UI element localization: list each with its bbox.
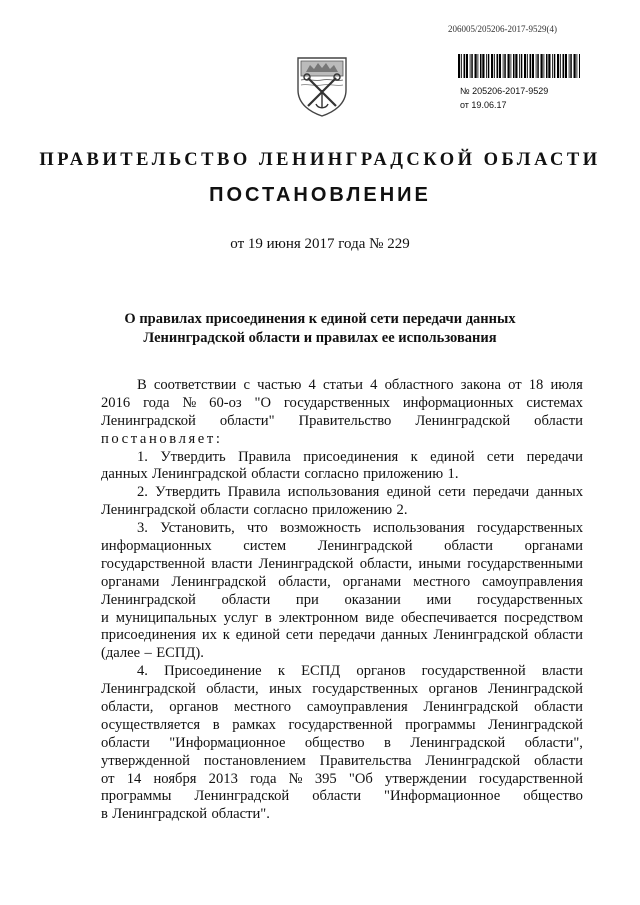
body-line: государственной власти Ленинградской области, иными государственными — [101, 555, 583, 572]
barcode-bar — [499, 54, 501, 78]
government-title: ПРАВИТЕЛЬСТВО ЛЕНИНГРАДСКОЙ ОБЛАСТИ — [39, 150, 601, 170]
body-line: программы Ленинградской области "Информационное общество — [101, 788, 583, 805]
barcode-bar — [554, 54, 556, 78]
barcode-bar — [552, 54, 553, 78]
body-line: присоединения их к единой сети передачи данных Ленинградской области — [101, 627, 583, 644]
subject-line-2: Ленинградской области и правилах ее использования — [143, 330, 497, 346]
registration-date: от 19.06.17 — [460, 100, 507, 110]
barcode-bar — [466, 54, 468, 78]
barcode-bar — [577, 54, 578, 78]
barcode-bar — [560, 54, 561, 78]
document-type-heading: ПОСТАНОВЛЕНИЕ — [209, 184, 431, 206]
barcode-bar — [519, 54, 520, 78]
barcode-bar — [471, 54, 473, 78]
body-line: В соответствии с частью 4 статьи 4 областного закона от 18 июля — [137, 377, 583, 393]
body-line: от 14 ноября 2013 года № 395 "Об утверждении государственной — [101, 770, 583, 787]
body-line: 2016 года № 60-оз "О государственных информационных системах — [101, 394, 583, 411]
leningrad-oblast-coat-of-arms-icon — [292, 54, 352, 118]
barcode-icon — [458, 54, 580, 78]
barcode-bar — [548, 54, 550, 78]
barcode-bar — [537, 54, 539, 78]
barcode-bar — [504, 54, 506, 78]
body-line: органами Ленинградской области, органами местного самоуправления — [101, 573, 583, 590]
barcode-bar — [524, 54, 526, 78]
barcode-bar — [464, 54, 466, 78]
body-line: 3. Установить, что возможность использования государственных — [137, 520, 583, 537]
barcode-bar — [513, 54, 515, 78]
body-line: Ленинградской области, иных государственных органов Ленинградской — [101, 681, 583, 698]
body-line: 1. Утвердить Правила присоединения к единой сети передачи — [137, 448, 583, 465]
barcode-bar — [482, 54, 484, 78]
barcode-bar — [527, 54, 528, 78]
barcode-bar — [515, 54, 517, 78]
body-line: Ленинградской области" Правительство Ленинградской области — [101, 412, 583, 429]
body-line: в Ленинградской области". — [101, 806, 270, 823]
barcode-bar — [579, 54, 580, 78]
body-line: области "Информационное общество в Ленинградской области", — [101, 734, 583, 751]
barcode-bar — [546, 54, 548, 78]
barcode-bar — [497, 54, 499, 78]
barcode-bar — [557, 54, 559, 78]
barcode-bar — [470, 54, 471, 78]
document-date-number: от 19 июня 2017 года № 229 — [230, 236, 410, 252]
body-line: данных Ленинградской области согласно приложению 1. — [101, 466, 459, 483]
barcode-bar — [486, 54, 487, 78]
barcode-bar — [569, 54, 570, 78]
body-line: осуществляется в рамках государственной программы Ленинградской — [101, 716, 583, 733]
body-line: информационных систем Ленинградской области органами — [101, 538, 583, 555]
barcode-bar — [494, 54, 495, 78]
body-line: утвержденной постановлением Правительства Ленинградской области — [101, 752, 583, 769]
barcode-bar — [478, 54, 479, 78]
document-subject — [120, 310, 520, 348]
body-line: и муниципальных услуг в электронном виде обеспечивается посредством — [101, 609, 583, 626]
barcode-bar — [563, 54, 565, 78]
body-line: (далее – ЕСПД). — [101, 645, 204, 662]
barcode-bar — [532, 54, 534, 78]
body-line: 4. Присоединение к ЕСПД органов государственной власти — [137, 663, 583, 680]
barcode-bar — [461, 54, 462, 78]
document-id: 206005/205206-2017-9529(4) — [448, 24, 557, 34]
barcode-bar — [521, 54, 523, 78]
barcode-bar — [491, 54, 493, 78]
barcode-bar — [574, 54, 576, 78]
barcode-bar — [530, 54, 532, 78]
body-line: 2. Утвердить Правила использования единой сети передачи данных — [137, 484, 583, 501]
barcode-bar — [488, 54, 490, 78]
body-line: области, органов местного самоуправления Ленинградской области — [101, 699, 583, 716]
barcode-bar — [508, 54, 510, 78]
registration-number: № 205206-2017-9529 — [460, 86, 549, 96]
barcode-bar — [511, 54, 512, 78]
body-line: Ленинградской области при оказании ими государственных — [101, 591, 583, 608]
barcode-bar — [475, 54, 477, 78]
body-line: Ленинградской области согласно приложению 2. — [101, 502, 408, 519]
barcode-bar — [565, 54, 567, 78]
barcode-bar — [536, 54, 537, 78]
document-body — [101, 377, 583, 824]
barcode-bar — [503, 54, 504, 78]
barcode-bar — [480, 54, 482, 78]
barcode-bar — [544, 54, 545, 78]
barcode-bar — [458, 54, 460, 78]
body-line: постановляет: — [101, 430, 223, 447]
barcode-bar — [541, 54, 543, 78]
subject-line-1: О правилах присоединения к единой сети передачи данных — [124, 311, 516, 327]
barcode-bar — [570, 54, 572, 78]
